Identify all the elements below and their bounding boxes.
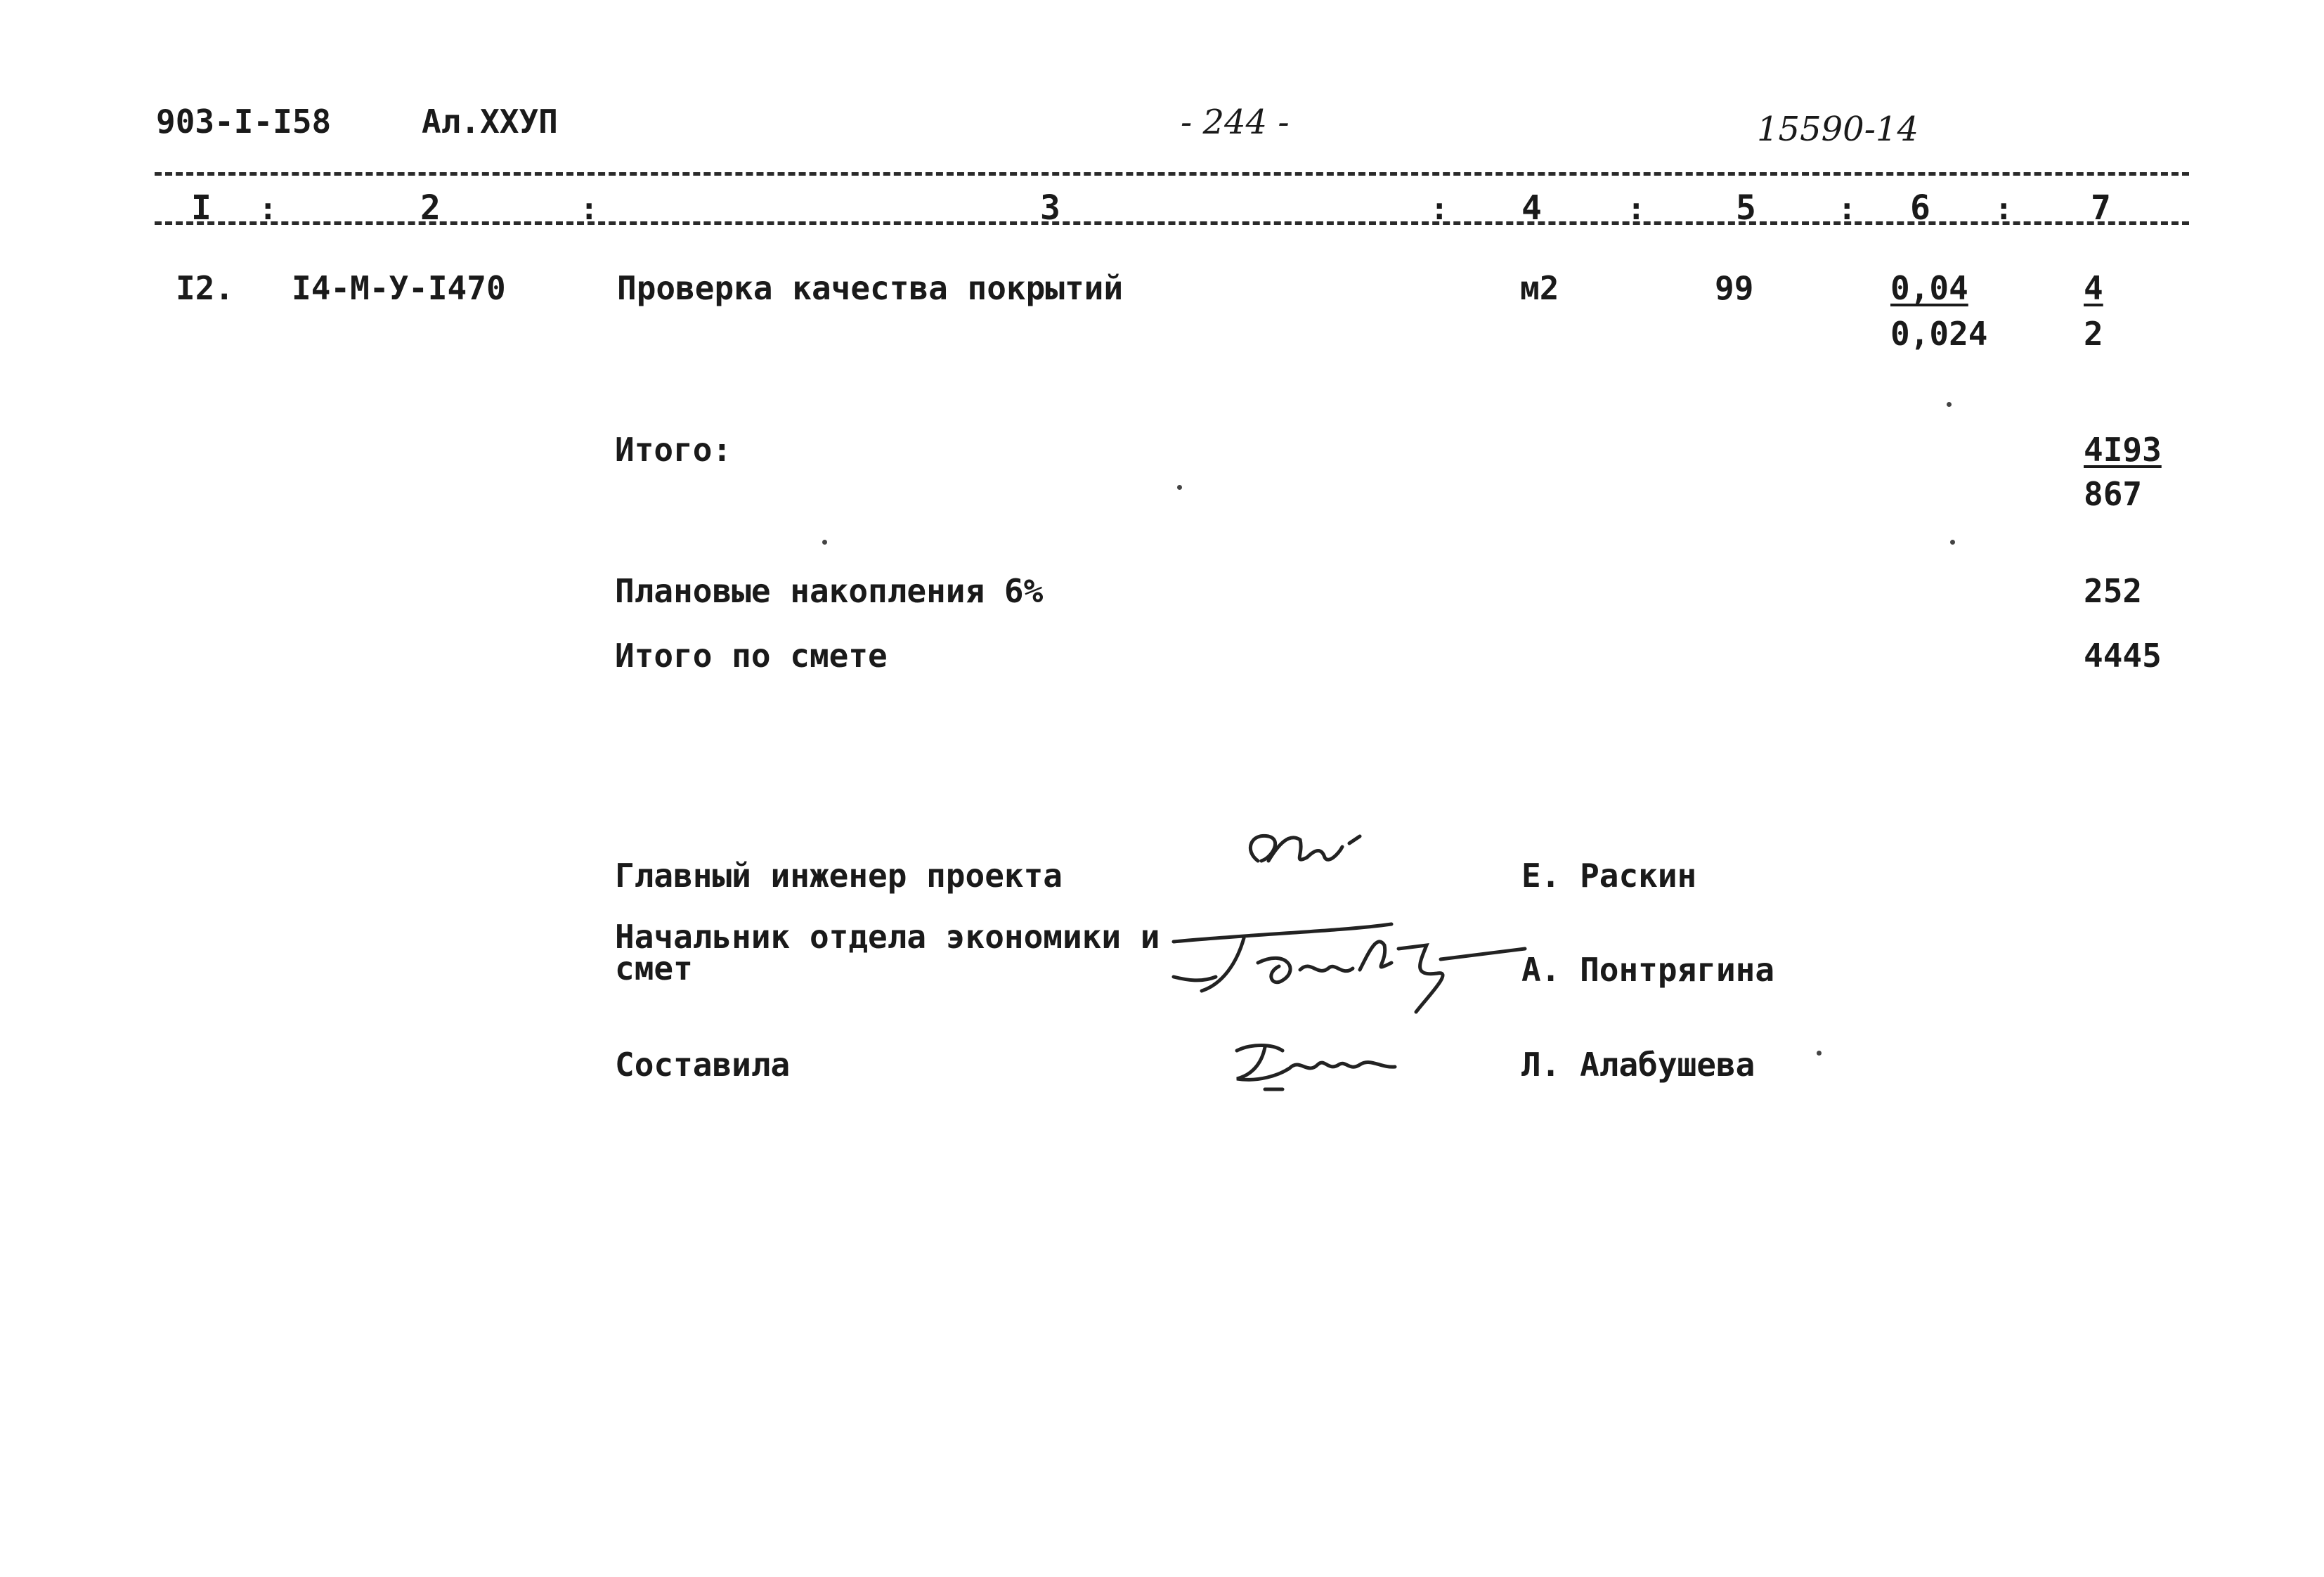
scan-speck (1950, 540, 1955, 545)
page-number: - 244 - (1181, 103, 1290, 142)
column-separator: : (580, 191, 599, 227)
row-price-top: 0,04 (1890, 269, 1968, 307)
signature-name: Е. Раскин (1521, 857, 1697, 895)
row-code: I4-М-У-I470 (292, 269, 506, 307)
row-sum-top: 4 (2084, 269, 2103, 307)
column-number-7: 7 (2091, 188, 2111, 228)
signature-role-line-1: Начальник отдела экономики и (615, 918, 1160, 956)
row-price-bottom: 0,024 (1890, 315, 1988, 353)
row-sum-bottom: 2 (2084, 315, 2103, 353)
planned-savings-label: Плановые накопления 6% (615, 572, 1044, 610)
column-number-5: 5 (1736, 188, 1756, 228)
column-number-1: I (191, 188, 212, 228)
subtotal-top: 4I93 (2084, 431, 2162, 469)
column-number-4: 4 (1521, 188, 1542, 228)
scan-speck (1947, 402, 1952, 407)
column-number-2: 2 (420, 188, 441, 228)
header-dashed-line-bottom (155, 221, 2189, 225)
column-number-6: 6 (1910, 188, 1930, 228)
row-unit: м2 (1520, 269, 1559, 307)
column-separator: : (1430, 191, 1449, 227)
handwritten-signature-2 (1160, 907, 1532, 1019)
subtotal-label: Итого: (615, 431, 732, 469)
column-separator: : (1627, 191, 1646, 227)
inventory-number: 15590-14 (1757, 110, 1919, 149)
scan-speck (1817, 1051, 1822, 1056)
signature-role: Составила (615, 1046, 791, 1084)
grand-total-label: Итого по смете (615, 637, 888, 675)
planned-savings-value: 252 (2084, 572, 2143, 610)
signature-role-line-2: смет (615, 949, 693, 987)
handwritten-signature-3 (1223, 1033, 1406, 1096)
column-separator: : (1838, 191, 1857, 227)
scan-speck (822, 540, 827, 545)
column-separator: : (259, 191, 278, 227)
row-number: I2. (176, 269, 235, 307)
column-separator: : (1994, 191, 2013, 227)
row-name: Проверка качества покрытий (617, 269, 1124, 307)
signature-name: Л. Алабушева (1521, 1046, 1755, 1084)
header-dashed-line-top (155, 172, 2189, 176)
column-number-3: 3 (1040, 188, 1060, 228)
row-quantity: 99 (1715, 269, 1754, 307)
album-number: Ал.ХХУП (422, 103, 558, 141)
signature-name: А. Понтрягина (1521, 951, 1775, 989)
handwritten-signature-1 (1237, 822, 1377, 885)
grand-total-value: 4445 (2084, 637, 2162, 675)
signature-role: Главный инженер проекта (615, 857, 1063, 895)
subtotal-bottom: 867 (2084, 475, 2143, 513)
doc-code: 903-I-I58 (156, 103, 332, 141)
scan-speck (1177, 485, 1182, 490)
